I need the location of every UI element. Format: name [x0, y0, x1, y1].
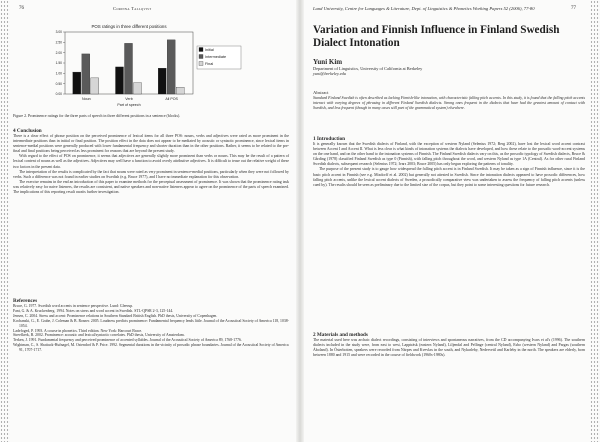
x-tick-label: Verb — [125, 97, 133, 101]
methods-paragraph-1: The material used here was archaic dialect recordings, consisting of interviews and spontaneous narratives, from the CD accompanying Ivars et al's (1996). The southern dialects included in the study were, from east to west, Lappträsk (eastern Nyland), Liljendal and Pellinge (central Nyland), Esbo (western Nyland) and Pargas (southern Åboland). In Österbotten, speakers were recorded from Närpes and Kvevlax in the south, and Nykarleby, Nedervetil and Karleby in the north. The speakers are elderly, born between 1880 and 1915 and were recorded in the course of fieldwork (1960s-1980s). — [313, 338, 585, 358]
conclusion-paragraph-4: The exercise remains in the end an introduction of this paper to examine methods for the perceptual assessment of prominence. It was shown that the prominence rating task was relatively easy for naive listeners, the results are consistent, and native speakers and non-native listeners appear to agree on the prominence of the parts of speech examined. The implications of this reporting result awaits further investigation. — [13, 179, 289, 195]
author-name: Yuni Kim — [313, 58, 343, 66]
right-page — [307, 0, 589, 442]
legend-swatch — [199, 62, 203, 66]
reference-item: Streefkerk, B. 2002. Prominence: acoustic and lexical/syntactic correlates. PhD thesis, University of Amsterdam. — [13, 333, 185, 338]
bar-final — [91, 78, 99, 94]
y-tick-label: 0.00 — [55, 92, 62, 97]
scan-edge-left — [0, 0, 10, 442]
left-page — [13, 0, 293, 442]
introduction-heading: 1 Introduction — [313, 136, 346, 142]
introduction-paragraph-1: It is generally known that the Swedish dialects of Finland, with the exception of western Nyland (Selenius 1972; Berg 2002), have lost the lexical word accent contrast between Accent I and Accent II. What is less clear is what kinds of intonation systems the dialects have developed, and how these relate to the prosodic word-accent systems on the one hand, and on the other hand to the intonation systems of Finnish. The Finland Swedish dialects vary on this, as the prosodic typology of Swedish dialects, Bruce & Gårding (1978) classified Finland Swedish as type 0 (Finnish), with falling pitch throughout the word, and western Nyland as type 1A (Central). As for other rural Finland Swedish dialects, subsequent research (Selenius 1972; Ivars 2003; Bruce 2005) has only begun exploring the patterns of tonality. — [313, 142, 585, 167]
reference-item: Ladefoged, P. 1993. A course in phonetics. Third edition. New York: Harcourt Brace. — [13, 328, 143, 333]
y-tick-label: 2.50 — [55, 40, 62, 45]
introduction-paragraph-2: The purpose of the present study is to gauge how widespread the falling pitch accent is in Finland Swedish. It may be taken as a sign of Finnish influence, since it is the basic pitch accent in Finnish (see e.g. Mixdorff et al. 2002) but generally not attested in Swedish. Since the intonation dialects appeared to have prosodic differences, how falling pitch accents, unlike the lexical accent dialects of Sweden, a prosodically comparative view was undertaken to assess the frequency of falling pitch accents (unless cued by). The results should be seen as preliminary due to the limited size of the corpus, but they point to some interesting questions for future research. — [313, 167, 585, 187]
right-page-number: 77 — [571, 6, 576, 11]
reference-item: Bruce, G. 1977. Swedish word accents in sentence perspective. Lund: Gleerup. — [13, 304, 134, 308]
conclusion-paragraph-2: With regard to the effect of POS on prominence, it seems that adjectives are generally slightly more prominent than verbs or nouns. This may be the result of a pattern of lexical content of nouns as well as the adjectives. Adjectives may well have a function to avoid overly attributive adjectives. It is difficult to tease out the relative weight of these two factors in the present data. — [13, 154, 289, 169]
reference-item: Wightman, C., S. Shattuck-Hufnagel, M. Ostendorf & P. Price. 1992. Segmental durations in the vicinity of prosodic phrase boundaries. Journal of the Acoustical Society of America 91, 1707-1717. — [13, 343, 289, 353]
prominence-chart — [47, 22, 243, 110]
bar-intermediate — [82, 54, 90, 94]
introduction-section — [313, 136, 585, 188]
y-tick-label: 1.00 — [55, 71, 62, 76]
right-running-title: Lund University, Centre for Languages & Literature, Dept. of Linguistics & Phonetics Working Papers 52 (2006), 77-80 — [313, 6, 535, 11]
author-email: yuni@berkeley.edu — [313, 71, 346, 77]
legend-label: Initial — [205, 48, 214, 52]
bar-intermediate — [125, 43, 133, 94]
bar-final — [134, 83, 142, 94]
bar-final — [176, 87, 184, 94]
left-page-number: 76 — [19, 6, 24, 11]
x-tick-label: Noun — [82, 97, 91, 101]
bar-initial — [158, 68, 166, 94]
reference-item: Terken, J. 1991. Fundamental frequency and perceived prominence of accented syllables. Journal of the Acoustical Society of America 89, 1768-1776. — [13, 338, 242, 343]
methods-section — [313, 332, 585, 358]
author-affiliation: Department of Linguistics, University of California at Berkeley — [313, 66, 423, 71]
author-block — [313, 58, 585, 76]
x-tick-label: All POS — [165, 97, 178, 101]
figure-caption-block — [13, 114, 289, 119]
left-running-title: Corinna Tallqvist — [113, 6, 152, 11]
chart-title: POS ratings in three different positions — [91, 24, 167, 29]
article-title: Variation and Finnish Influence in Finland Swedish Dialect Intonation — [313, 24, 560, 49]
x-axis-label: Part of speech — [117, 103, 141, 107]
y-tick-label: 3.00 — [55, 30, 62, 35]
abstract-text: Standard Finland Swedish is often described as lacking Finnish-like intonation, with characteristic falling pitch accents. In this study, it is found that the falling pitch accents interact with varying degrees of phrasing in different Finland Swedish dialects. Strong ones frequent in the dialects that have had the greatest amount of contact with Swedish, and less frequent (though in many cases still part of the grammatical system) elsewhere. — [313, 96, 585, 111]
legend-swatch — [199, 48, 203, 52]
bar-initial — [116, 67, 124, 94]
conclusion-section — [13, 128, 289, 195]
abstract-section — [313, 90, 585, 111]
reference-item: Fant, G. & A. Kruckenberg. 1994. Notes on stress and word accent in Swedish. STL-QPSR 2-3, 125-144. — [13, 308, 174, 313]
legend-label: Final — [205, 62, 214, 66]
scan-edge-right — [590, 0, 600, 442]
y-tick-label: 1.50 — [55, 61, 62, 66]
chart-svg — [47, 22, 243, 110]
figure-caption: Figure 2. Prominence ratings for the three parts of speech in three different positions in a sentence (blocks). — [13, 114, 181, 118]
bar-intermediate — [167, 40, 175, 94]
abstract-heading: Abstract — [313, 90, 329, 95]
page-gutter — [296, 0, 304, 442]
conclusion-paragraph-3: The interpretation of the results is complicated by the fact that nouns were rated as very prominent in sentence-medial positions, particularly when they were not followed by verbs. Such a difference was not found in earlier studies on Swedish (e.g. Bruce 1977), and I have no immediate explanation for this observation. — [13, 169, 289, 179]
conclusion-heading: 4 Conclusion — [13, 128, 42, 134]
legend-label: Intermediate — [205, 55, 227, 59]
references-heading: References — [13, 298, 38, 304]
y-tick-label: 0.50 — [55, 81, 62, 86]
reference-item: Jensen, C. 2004. Stress and accent: Prominence relations in Southern Standard British English. PhD thesis, University of Copenhagen. — [13, 313, 218, 318]
bar-initial — [73, 72, 81, 94]
conclusion-paragraph-1: There is a clear effect of phrase position on the perceived prominence of lexical items for all three POS: nouns, verbs and adjectives were rated as more prominent in the intermediate positions than in initial or final position. The position effect in the data does not appear to be mediated by acoustic or syntactic prominence, since lexical items in sentence-medial positions were generally produced with lower fundamental frequency and shorter duration than in the other positions. Rather, it seems to be related to the pre-final and final positions being perceived as less prominent for reasons that are beyond the present study. — [13, 134, 289, 154]
legend-swatch — [199, 55, 203, 59]
references-section — [13, 298, 289, 353]
methods-heading: 2 Materials and methods — [313, 332, 368, 338]
reference-item: Kochanski, G., E. Grabe, J. Coleman & B. Rosner. 2005. Loudness predicts prominence: Fundamental frequency lends little. Journal of the Acoustical Society of America 118, 1038-1054. — [13, 318, 289, 328]
article-title-block — [313, 24, 585, 49]
y-tick-label: 2.00 — [55, 50, 62, 55]
